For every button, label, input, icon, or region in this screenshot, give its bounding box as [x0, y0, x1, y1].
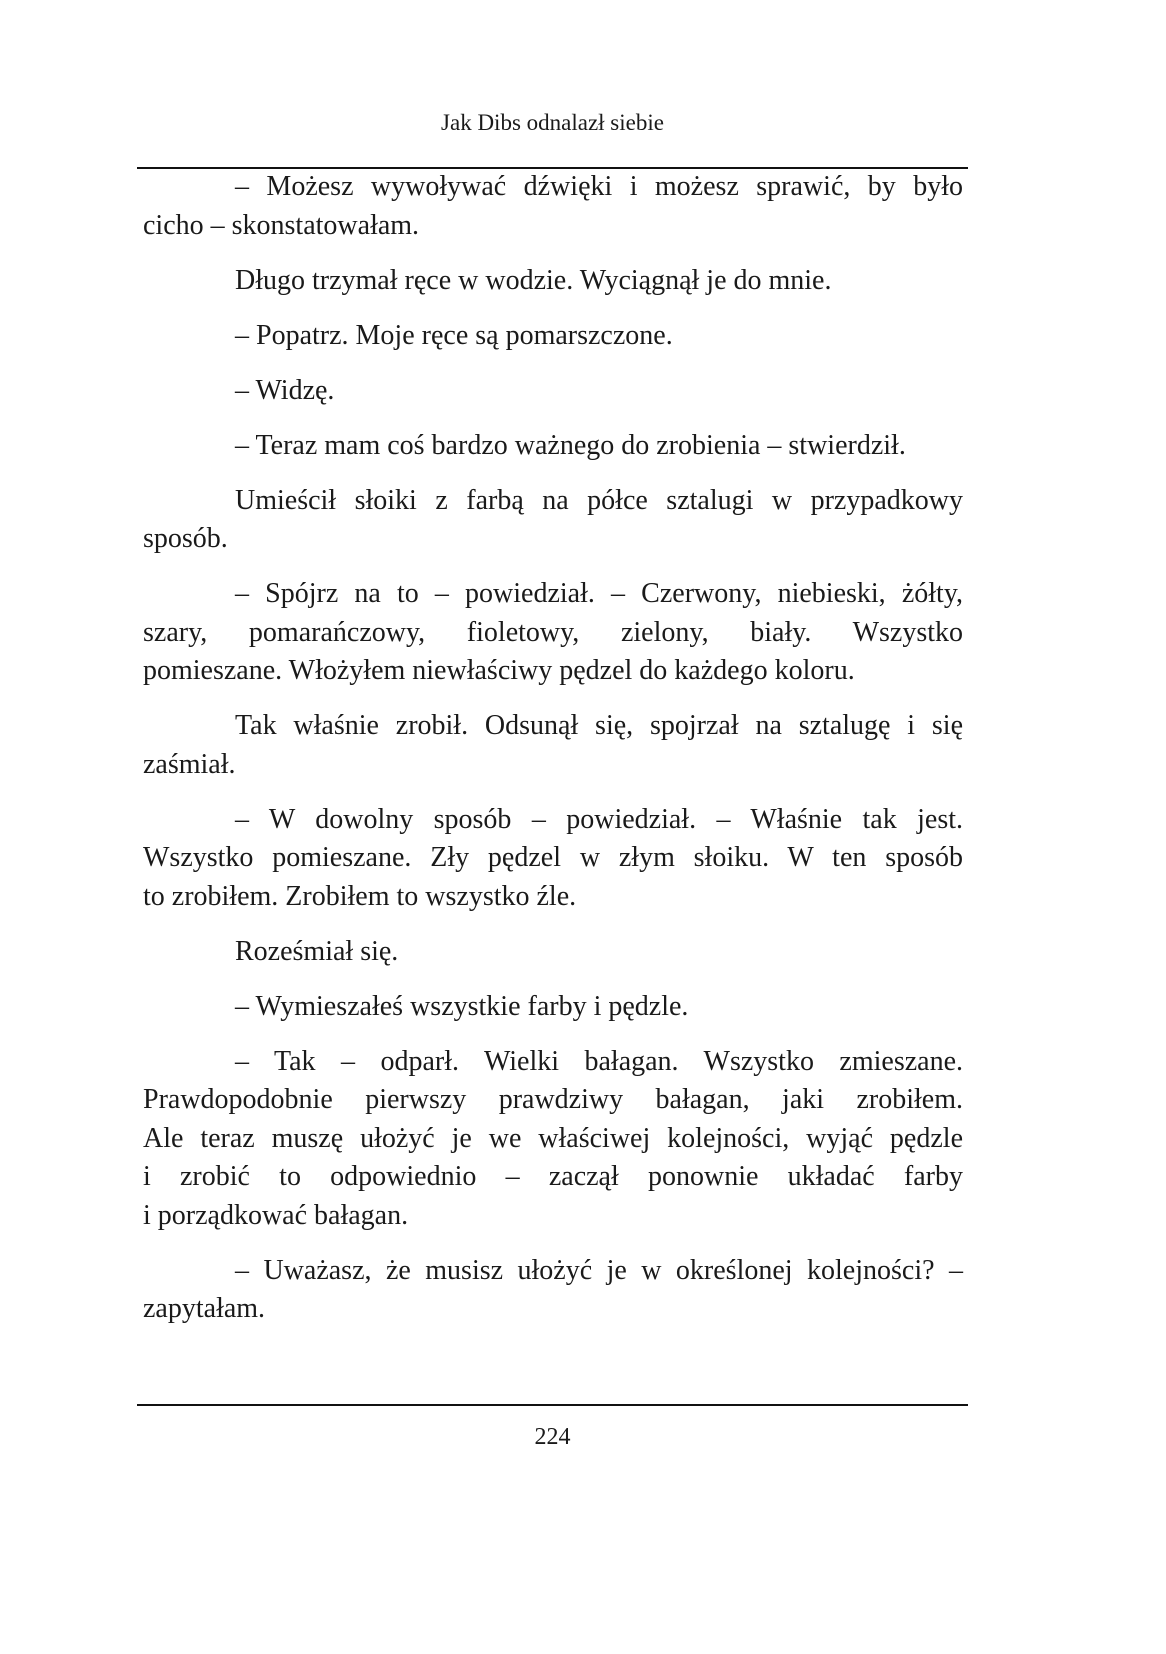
- text-line: sposób.: [143, 523, 228, 554]
- text-line: szary, pomarańczowy, fioletowy, zielony, biały. Wszystko: [143, 616, 963, 648]
- paragraph: [143, 262, 963, 301]
- text-line: Tak właśnie zrobił. Odsunął się, spojrzał na sztalugę i się: [235, 710, 963, 741]
- text-line: Wszystko pomieszane. Zły pędzel w złym słoiku. W ten sposób: [143, 842, 963, 873]
- text-line: – Spójrz na to – powiedział. – Czerwony, niebieski, żółty,: [235, 578, 963, 609]
- text-line: to zrobiłem. Zrobiłem to wszystko źle.: [143, 880, 577, 912]
- running-header: Jak Dibs odnalazł siebie: [441, 110, 664, 135]
- paragraph: [143, 575, 963, 691]
- text-line: Długo trzymał ręce w wodzie. Wyciągnął je do mnie.: [235, 264, 832, 296]
- page-number: 224: [534, 1424, 571, 1450]
- text-line: – Teraz mam coś bardzo ważnego do zrobienia – stwierdził.: [235, 429, 906, 461]
- paragraph: [143, 317, 963, 356]
- text-line: Ale teraz muszę ułożyć je we właściwej kolejności, wyjąć pędzle: [143, 1122, 963, 1154]
- text-line: – Popatrz. Moje ręce są pomarszczone.: [235, 319, 673, 351]
- paragraph: [143, 1043, 963, 1236]
- footer-rule: [137, 1404, 968, 1406]
- page-body: [143, 168, 963, 1345]
- text-line: Umieścił słoiki z farbą na półce sztalugi w przypadkowy: [235, 484, 963, 516]
- text-line: – Widzę.: [235, 374, 335, 406]
- text-line: pomieszane. Włożyłem niewłaściwy pędzel do każdego koloru.: [143, 655, 855, 686]
- text-line: – Możesz wywoływać dźwięki i możesz sprawić, by było: [235, 171, 963, 202]
- paragraph: [143, 427, 963, 466]
- paragraph: [143, 988, 963, 1027]
- paragraph: [143, 1252, 963, 1329]
- text-line: – Wymieszałeś wszystkie farby i pędzle.: [235, 990, 689, 1022]
- text-line: Roześmiał się.: [235, 935, 399, 967]
- paragraph: [143, 933, 963, 972]
- text-line: Prawdopodobnie pierwszy prawdziwy bałagan, jaki zrobiłem.: [143, 1084, 963, 1115]
- paragraph: [143, 168, 963, 245]
- text-line: cicho – skonstatowałam.: [143, 209, 420, 241]
- text-line: zaśmiał.: [143, 748, 236, 780]
- text-line: i porządkować bałagan.: [143, 1199, 409, 1231]
- paragraph: [143, 801, 963, 917]
- paragraph: [143, 482, 963, 559]
- text-line: zapytałam.: [143, 1293, 266, 1324]
- paragraph: [143, 372, 963, 411]
- text-line: i zrobić to odpowiednio – zaczął ponownie układać farby: [143, 1161, 963, 1192]
- text-line: – W dowolny sposób – powiedział. – Właśnie tak jest.: [235, 803, 963, 835]
- text-line: – Tak – odparł. Wielki bałagan. Wszystko zmieszane.: [235, 1045, 963, 1077]
- paragraph: [143, 707, 963, 784]
- text-line: – Uważasz, że musisz ułożyć je w określonej kolejności? –: [235, 1254, 963, 1286]
